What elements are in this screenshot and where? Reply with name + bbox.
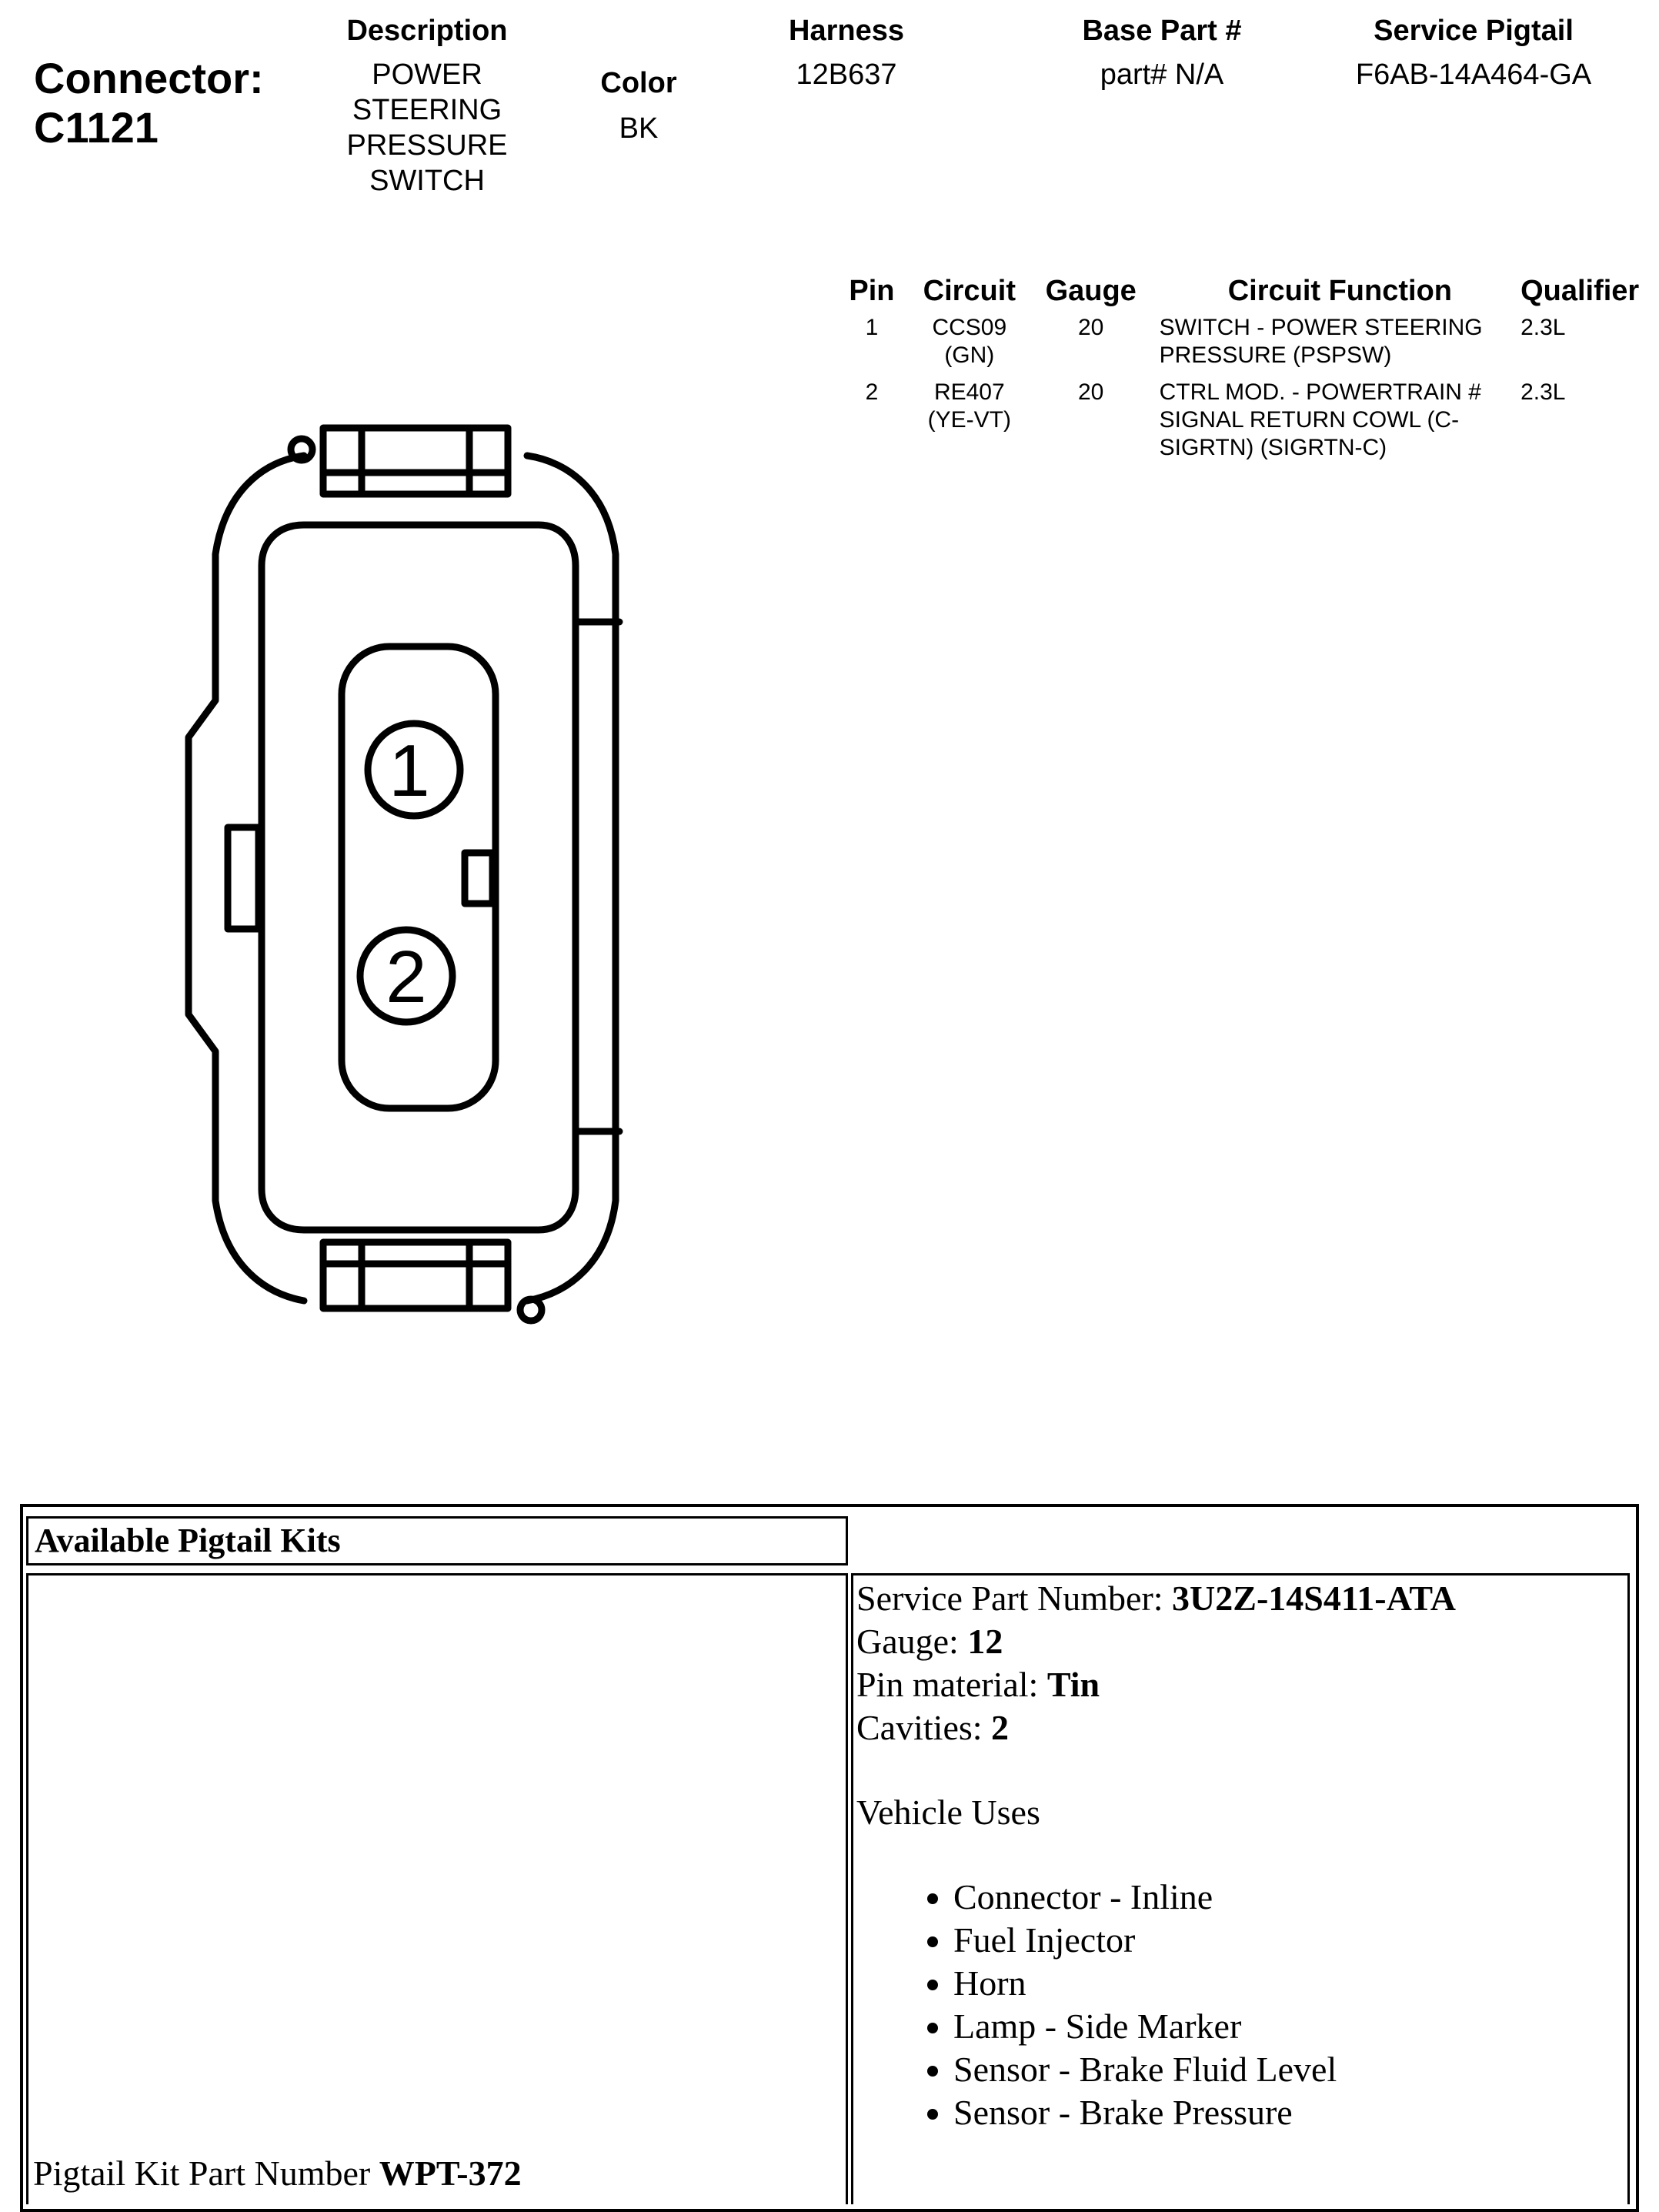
- pin-cavity: [342, 647, 496, 1108]
- list-item: • Fuel Injector: [953, 1919, 1456, 1962]
- circuit-header: Circuit: [923, 275, 1016, 307]
- circuit-cell: [909, 314, 1030, 379]
- polarizing-key: [465, 853, 492, 904]
- circuit-id: RE407: [933, 379, 1005, 405]
- left-key-tab: [228, 827, 259, 929]
- pigtail-kits-header: Available Pigtail Kits: [26, 1516, 848, 1565]
- qualifier-cell: 2.3L: [1520, 315, 1566, 340]
- gauge-cell: 20: [1078, 379, 1104, 405]
- kit-part-value: WPT-372: [379, 2154, 522, 2193]
- circuit-id: CCS09: [932, 315, 1007, 340]
- table-row: [835, 314, 1659, 379]
- connector-title: Connector: C1121: [34, 54, 264, 152]
- pin-table: [835, 274, 1659, 471]
- outer-shell-outline-right: [527, 456, 616, 1301]
- color-value: BK: [619, 112, 659, 145]
- description-value: POWER STEERING PRESSURE SWITCH: [346, 58, 508, 197]
- top-latch-hook: [291, 439, 312, 460]
- function-header: Circuit Function: [1227, 275, 1452, 307]
- pin-2-label: 2: [386, 936, 427, 1018]
- pin-material: [856, 1663, 1456, 1706]
- gauge-cell: 20: [1078, 315, 1104, 340]
- vehicle-uses-label: Vehicle Uses: [856, 1793, 1040, 1832]
- circuit-cell: [909, 379, 1030, 471]
- service-pigtail-label: Service Pigtail: [1374, 15, 1574, 47]
- service-part-value: 3U2Z-14S411-ATA: [1172, 1579, 1456, 1618]
- harness-value: 12B637: [796, 58, 897, 91]
- kit-gauge-value: 12: [967, 1622, 1003, 1661]
- vehicle-uses-list: [856, 1876, 1456, 2134]
- pigtail-kit-details: [856, 1577, 1456, 2134]
- description-label: Description: [346, 15, 508, 47]
- inner-body: [262, 525, 576, 1230]
- list-item: • Sensor - Brake Fluid Level: [953, 2048, 1456, 2091]
- pigtail-kit-image-cell: [26, 1573, 848, 2204]
- pin-number: 2: [865, 379, 879, 405]
- function-cell: SWITCH - POWER STEERING PRESSURE (PSPSW): [1159, 315, 1483, 368]
- qualifier-cell: 2.3L: [1520, 379, 1566, 405]
- base-part-value: part# N/A: [1100, 58, 1224, 91]
- connector-face-diagram: [154, 408, 654, 1355]
- service-part-number: [856, 1577, 1456, 1620]
- kit-part-label: Pigtail Kit Part Number: [33, 2154, 379, 2193]
- gauge-header: Gauge: [1045, 275, 1137, 307]
- qualifier-header: Qualifier: [1520, 275, 1640, 307]
- kit-gauge-label: Gauge:: [856, 1622, 968, 1661]
- bottom-latch-hook: [520, 1299, 542, 1321]
- service-pigtail-value: F6AB-14A464-GA: [1355, 58, 1592, 91]
- outer-shell-outline: [189, 456, 304, 1301]
- cavities-value: 2: [991, 1708, 1010, 1747]
- harness-label: Harness: [789, 15, 904, 47]
- pin-material-label: Pin material:: [856, 1665, 1047, 1704]
- color-label: Color: [600, 67, 677, 99]
- table-row: [835, 379, 1659, 471]
- list-item: • Connector - Inline: [953, 1876, 1456, 1919]
- kit-gauge: [856, 1620, 1456, 1663]
- pin-1-label: 1: [389, 730, 430, 812]
- list-item: • Horn: [953, 1962, 1456, 2005]
- pin-material-value: Tin: [1046, 1665, 1100, 1704]
- circuit-color: (YE-VT): [927, 407, 1011, 433]
- list-item: • Sensor - Brake Pressure: [953, 2091, 1456, 2134]
- base-part-label: Base Part #: [1082, 15, 1242, 47]
- pin-number: 1: [865, 315, 879, 340]
- service-part-label: Service Part Number:: [856, 1579, 1173, 1618]
- circuit-color: (GN): [944, 342, 995, 368]
- list-item: • Lamp - Side Marker: [953, 2005, 1456, 2048]
- pin-table-header: [835, 274, 1659, 314]
- bottom-latch: [323, 1242, 508, 1308]
- pigtail-kit-details-cell: [851, 1573, 1630, 2204]
- function-cell: CTRL MOD. - POWERTRAIN # SIGNAL RETURN COWL (C-SIGRTN) (SIGRTN-C): [1159, 379, 1481, 460]
- top-latch: [323, 428, 508, 494]
- cavities-label: Cavities:: [856, 1708, 992, 1747]
- cavities: [856, 1706, 1456, 1749]
- pin-header: Pin: [849, 275, 895, 307]
